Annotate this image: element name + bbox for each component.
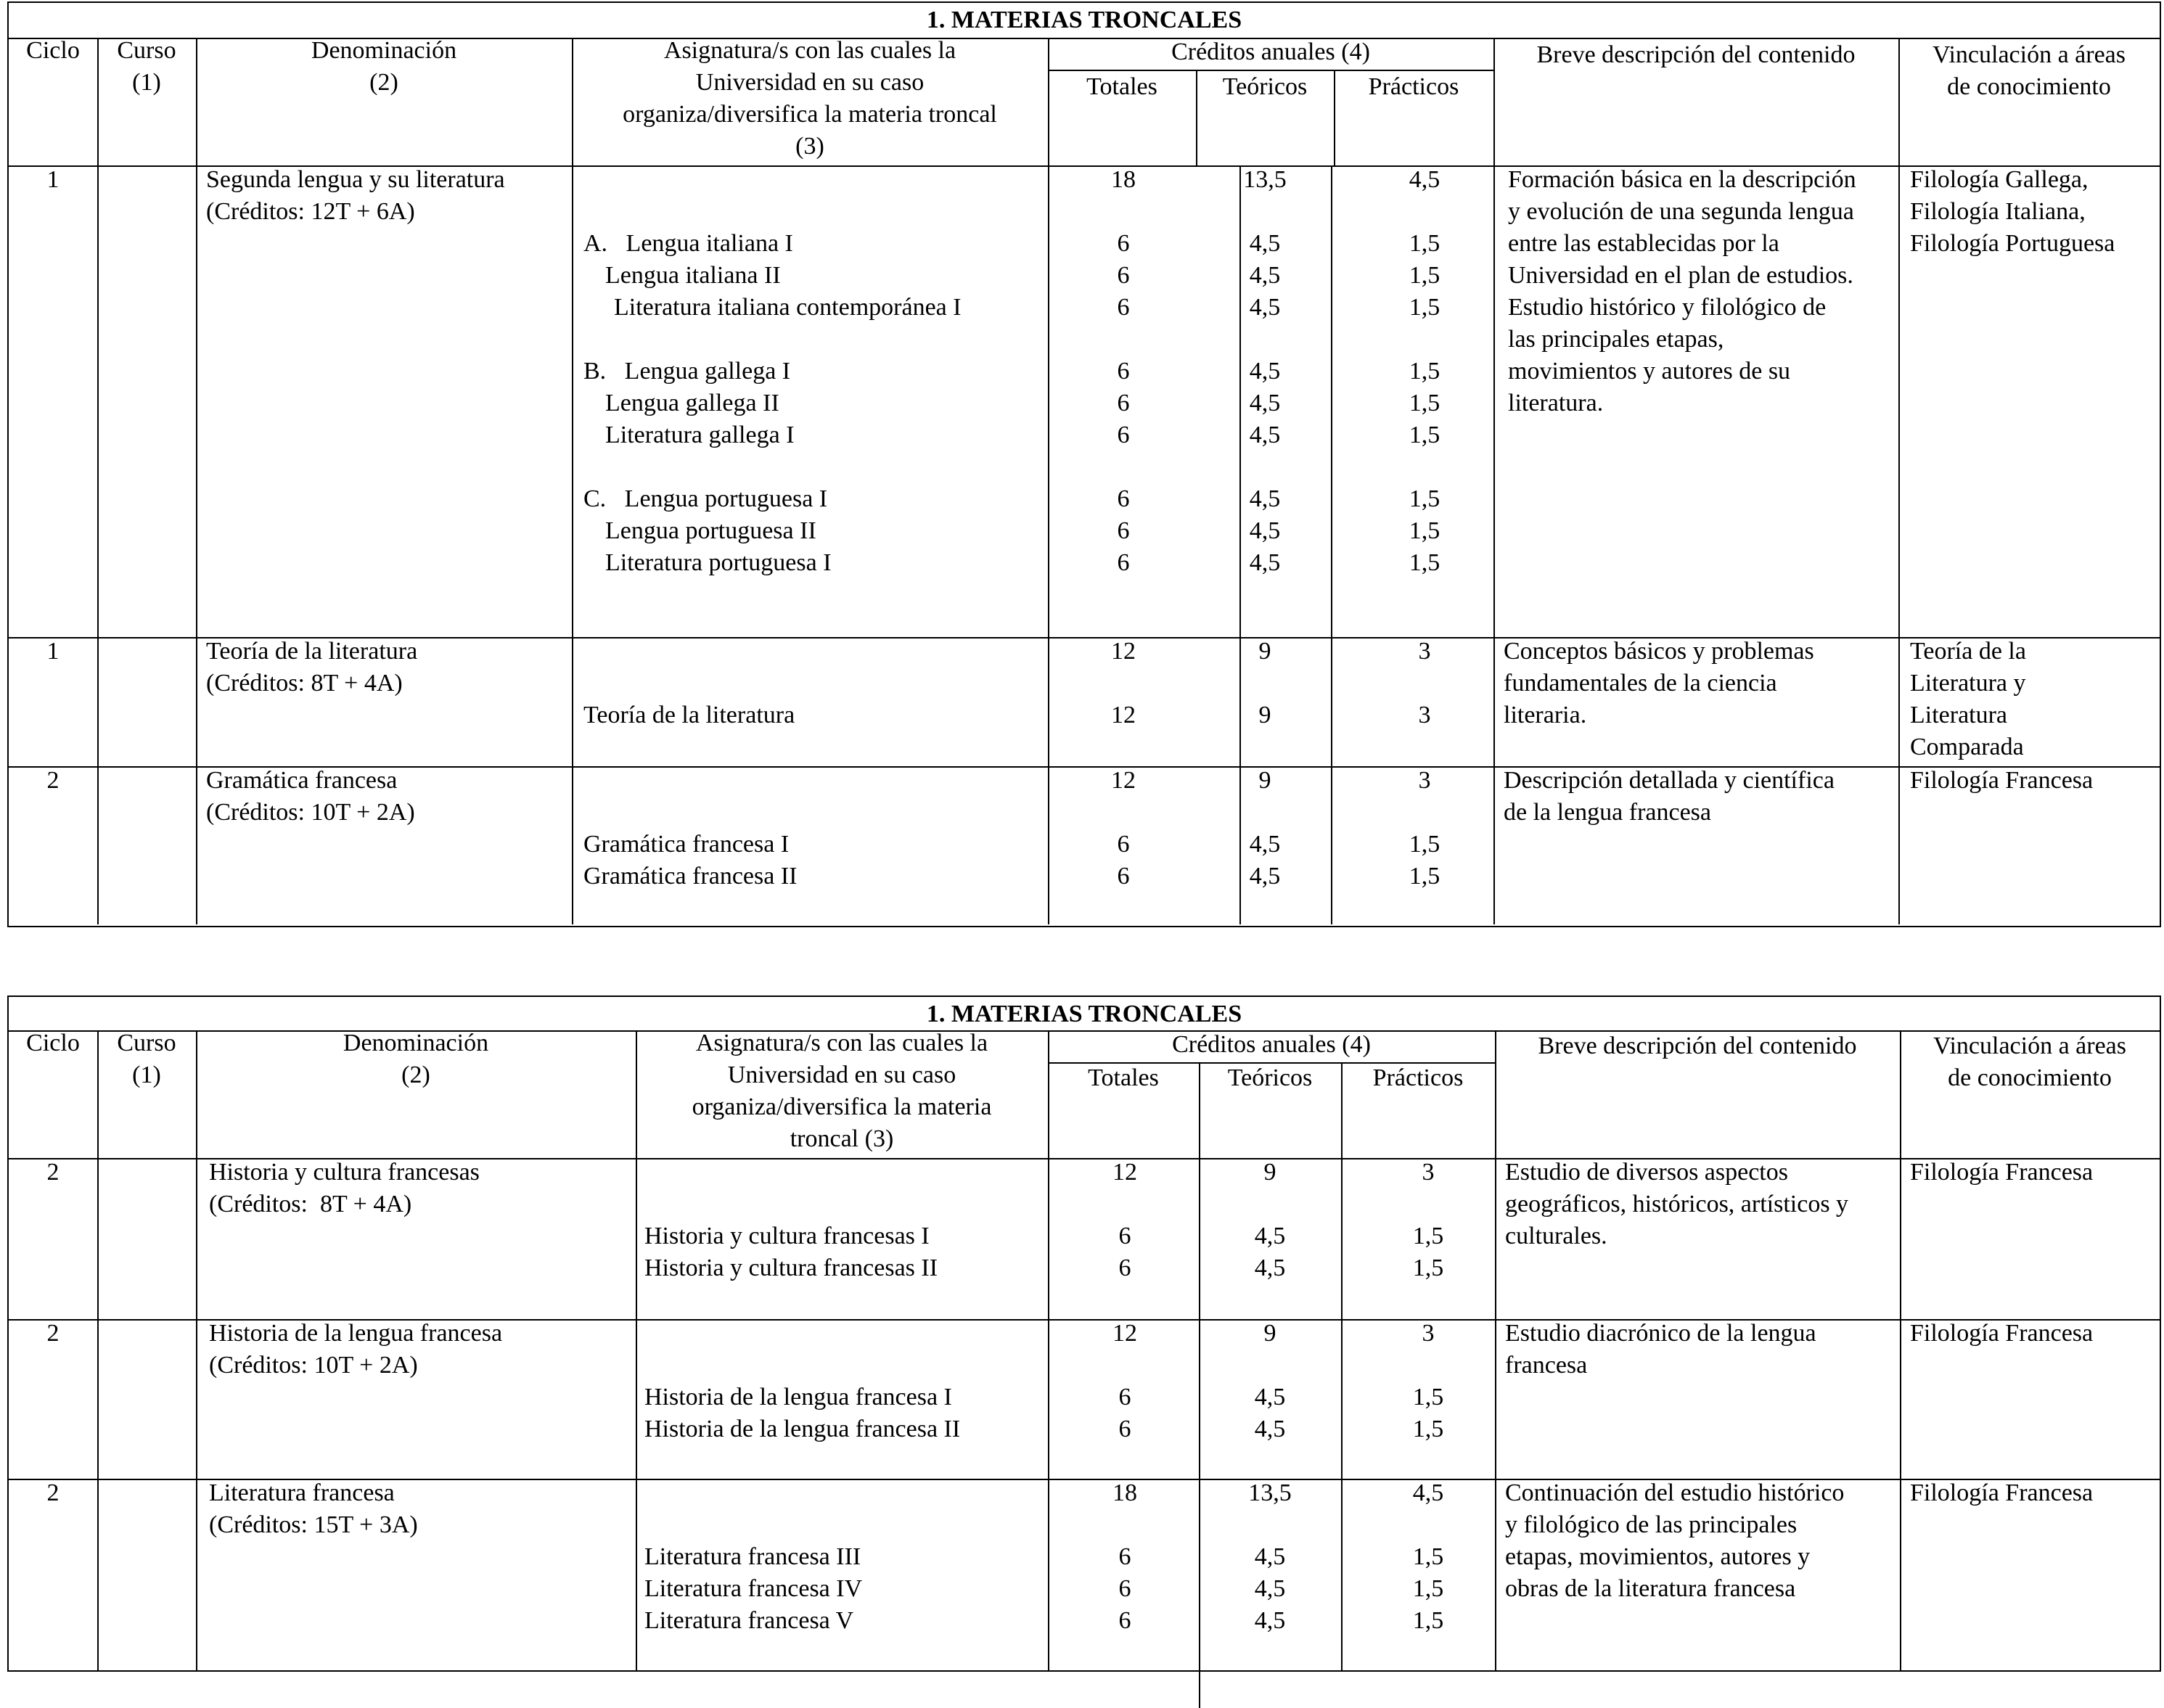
row-descripcion-l3: culturales. — [1505, 1223, 1607, 1249]
subject-name: Lengua portuguesa II — [605, 517, 816, 544]
header-curso: Curso — [117, 1030, 176, 1056]
row-totales: 12 — [1112, 1159, 1137, 1186]
subject-practicos: 1,5 — [1409, 831, 1440, 858]
subject-name: Historia y cultura francesas II — [644, 1255, 938, 1281]
header-denominacion-note: (2) — [401, 1062, 430, 1088]
row-ciclo: 1 — [46, 638, 60, 665]
row-descripcion-l1: Continuación del estudio histórico — [1505, 1479, 1845, 1506]
subject-name: Literatura francesa III — [644, 1543, 861, 1570]
header-asignatura-l3: organiza/diversifica la materia — [692, 1093, 992, 1120]
row-totales: 12 — [1112, 1320, 1137, 1347]
subject-totales: 6 — [1117, 230, 1130, 257]
row-totales: 18 — [1112, 1479, 1137, 1506]
subject-name: Literatura portuguesa I — [605, 549, 832, 576]
header-curso: Curso — [117, 37, 176, 64]
row-vinculacion-l3: Literatura — [1910, 702, 2008, 728]
subject-name: Historia y cultura francesas I — [644, 1223, 930, 1249]
subject-teoricos: 4,5 — [1249, 230, 1281, 257]
subject-practicos: 1,5 — [1409, 517, 1440, 544]
header-totales: Totales — [1086, 73, 1157, 100]
subject-name: C. Lengua portuguesa I — [583, 485, 828, 512]
header-vinculacion-l1: Vinculación a áreas — [1933, 1032, 2127, 1059]
row-vinculacion-l1: Filología Francesa — [1910, 767, 2094, 794]
header-asignatura-l2: Universidad en su caso — [727, 1062, 956, 1088]
header-asignatura-l2: Universidad en su caso — [695, 69, 925, 96]
subject-practicos: 1,5 — [1412, 1607, 1444, 1634]
subject-practicos: 1,5 — [1412, 1384, 1444, 1411]
row-descripcion-l4: Universidad en el plan de estudios. — [1508, 262, 1853, 289]
header-practicos: Prácticos — [1368, 73, 1459, 100]
header-practicos: Prácticos — [1372, 1064, 1464, 1091]
row-teoricos: 9 — [1263, 1159, 1276, 1186]
subject-totales: 6 — [1117, 422, 1130, 448]
subject-teoricos: 4,5 — [1254, 1255, 1286, 1281]
subject-teoricos: 4,5 — [1249, 517, 1281, 544]
subject-totales: 6 — [1117, 262, 1130, 289]
row-teoricos: 9 — [1258, 767, 1271, 794]
row-denominacion-l2: (Créditos: 8T + 4A) — [209, 1191, 412, 1218]
subject-practicos: 1,5 — [1412, 1543, 1444, 1570]
row-descripcion-l1: Formación básica en la descripción — [1508, 166, 1856, 193]
row-vinculacion-l1: Filología Francesa — [1910, 1479, 2094, 1506]
row-teoricos: 9 — [1258, 638, 1271, 665]
header-denominacion-note: (2) — [369, 69, 398, 96]
subject-practicos: 1,5 — [1409, 390, 1440, 416]
subject-teoricos: 4,5 — [1249, 390, 1281, 416]
row-practicos: 3 — [1422, 1320, 1435, 1347]
header-asignatura-l1: Asignatura/s con las cuales la — [695, 1030, 988, 1056]
subject-name: Lengua italiana II — [605, 262, 781, 289]
row-denominacion-l1: Gramática francesa — [206, 767, 398, 794]
subject-totales: 6 — [1117, 831, 1130, 858]
row-practicos: 4,5 — [1412, 1479, 1444, 1506]
subject-teoricos: 4,5 — [1249, 831, 1281, 858]
subject-name: Gramática francesa II — [583, 863, 798, 890]
row-vinculacion-l1: Teoría de la — [1910, 638, 2026, 665]
row-descripcion-l2: francesa — [1505, 1352, 1588, 1379]
header-vinculacion-l1: Vinculación a áreas — [1932, 41, 2126, 68]
header-ciclo: Ciclo — [26, 1030, 80, 1056]
subject-name: Historia de la lengua francesa II — [644, 1416, 961, 1442]
row-descripcion-l1: Estudio diacrónico de la lengua — [1505, 1320, 1816, 1347]
subject-practicos: 1,5 — [1409, 485, 1440, 512]
subject-name: A. Lengua italiana I — [583, 230, 793, 257]
subject-teoricos: 4,5 — [1249, 863, 1281, 890]
subject-name: Historia de la lengua francesa I — [644, 1384, 952, 1411]
row-descripcion-l8: literatura. — [1508, 390, 1604, 416]
row-practicos: 3 — [1418, 767, 1431, 794]
header-curso-note: (1) — [132, 1062, 161, 1088]
row-descripcion-l5: Estudio histórico y filológico de — [1508, 294, 1827, 321]
subject-totales: 6 — [1118, 1255, 1131, 1281]
row-denominacion-l2: (Créditos: 10T + 2A) — [206, 799, 415, 826]
header-creditos: Créditos anuales (4) — [1171, 38, 1370, 65]
row-denominacion-l1: Segunda lengua y su literatura — [206, 166, 505, 193]
subject-name: Literatura francesa V — [644, 1607, 854, 1634]
row-descripcion-l1: Estudio de diversos aspectos — [1505, 1159, 1788, 1186]
subject-name: Literatura gallega I — [605, 422, 795, 448]
row-descripcion-l2: fundamentales de la ciencia — [1504, 670, 1777, 697]
row-teoricos: 13,5 — [1248, 1479, 1292, 1506]
subject-teoricos: 9 — [1258, 702, 1271, 728]
row-descripcion-l2: y filológico de las principales — [1505, 1511, 1798, 1538]
subject-teoricos: 4,5 — [1249, 485, 1281, 512]
row-descripcion-l7: movimientos y autores de su — [1508, 358, 1791, 385]
row-vinculacion-l3: Filología Portuguesa — [1910, 230, 2115, 257]
subject-practicos: 1,5 — [1409, 262, 1440, 289]
subject-teoricos: 4,5 — [1254, 1384, 1286, 1411]
header-asignatura-l4: troncal (3) — [790, 1125, 894, 1152]
subject-name: Literatura italiana contemporánea I — [614, 294, 962, 321]
materias-troncales-table-1 — [7, 1, 2161, 927]
row-vinculacion-l1: Filología Gallega, — [1910, 166, 2089, 193]
row-totales: 18 — [1111, 166, 1136, 193]
row-teoricos: 13,5 — [1243, 166, 1287, 193]
subject-name: Teoría de la literatura — [583, 702, 795, 728]
subject-practicos: 1,5 — [1409, 549, 1440, 576]
subject-teoricos: 4,5 — [1249, 358, 1281, 385]
row-denominacion-l1: Teoría de la literatura — [206, 638, 418, 665]
row-practicos: 4,5 — [1409, 166, 1440, 193]
subject-totales: 6 — [1118, 1607, 1131, 1634]
subject-name: Gramática francesa I — [583, 831, 790, 858]
header-teoricos: Teóricos — [1222, 73, 1308, 100]
header-curso-note: (1) — [132, 69, 161, 96]
subject-teoricos: 4,5 — [1254, 1575, 1286, 1602]
row-ciclo: 2 — [46, 1320, 60, 1347]
header-creditos: Créditos anuales (4) — [1172, 1031, 1371, 1058]
row-descripcion-l2: de la lengua francesa — [1504, 799, 1711, 826]
row-denominacion-l2: (Créditos: 15T + 3A) — [209, 1511, 418, 1538]
subject-teoricos: 4,5 — [1249, 294, 1281, 321]
row-denominacion-l1: Historia de la lengua francesa — [209, 1320, 503, 1347]
row-practicos: 3 — [1422, 1159, 1435, 1186]
subject-totales: 6 — [1117, 517, 1130, 544]
header-asignatura-l3: organiza/diversifica la materia troncal — [623, 101, 997, 128]
header-teoricos: Teóricos — [1227, 1064, 1313, 1091]
row-totales: 12 — [1111, 638, 1136, 665]
subject-practicos: 1,5 — [1412, 1416, 1444, 1442]
row-denominacion-l2: (Créditos: 12T + 6A) — [206, 198, 415, 225]
subject-totales: 6 — [1118, 1543, 1131, 1570]
row-ciclo: 2 — [46, 767, 60, 794]
header-denominacion: Denominación — [311, 37, 457, 64]
header-vinculacion-l2: de conocimiento — [1948, 1064, 2112, 1091]
row-totales: 12 — [1111, 767, 1136, 794]
subject-teoricos: 4,5 — [1249, 262, 1281, 289]
row-denominacion-l1: Historia y cultura francesas — [209, 1159, 480, 1186]
subject-totales: 6 — [1118, 1223, 1131, 1249]
row-denominacion-l2: (Créditos: 8T + 4A) — [206, 670, 403, 697]
row-practicos: 3 — [1418, 638, 1431, 665]
subject-name: B. Lengua gallega I — [583, 358, 791, 385]
row-descripcion-l2: geográficos, históricos, artísticos y — [1505, 1191, 1849, 1218]
table-title: 1. MATERIAS TRONCALES — [926, 7, 1242, 33]
header-asignatura-l1: Asignatura/s con las cuales la — [663, 37, 956, 64]
subject-totales: 6 — [1117, 294, 1130, 321]
row-descripcion-l3: literaria. — [1504, 702, 1587, 728]
subject-practicos: 1,5 — [1412, 1223, 1444, 1249]
subject-totales: 6 — [1118, 1416, 1131, 1442]
header-asignatura-l4: (3) — [795, 133, 824, 160]
subject-totales: 6 — [1117, 485, 1130, 512]
row-vinculacion-l1: Filología Francesa — [1910, 1159, 2094, 1186]
subject-practicos: 1,5 — [1409, 230, 1440, 257]
row-vinculacion-l2: Filología Italiana, — [1910, 198, 2086, 225]
subject-teoricos: 4,5 — [1254, 1543, 1286, 1570]
subject-name: Literatura francesa IV — [644, 1575, 863, 1602]
row-descripcion-l1: Conceptos básicos y problemas — [1504, 638, 1814, 665]
row-denominacion-l2: (Créditos: 10T + 2A) — [209, 1352, 418, 1379]
row-descripcion-l6: las principales etapas, — [1508, 326, 1724, 353]
subject-teoricos: 4,5 — [1249, 549, 1281, 576]
subject-totales: 6 — [1117, 549, 1130, 576]
subject-totales: 6 — [1117, 358, 1130, 385]
row-vinculacion-l4: Comparada — [1910, 734, 2024, 760]
subject-practicos: 1,5 — [1409, 358, 1440, 385]
subject-totales: 6 — [1118, 1384, 1131, 1411]
subject-teoricos: 4,5 — [1249, 422, 1281, 448]
subject-practicos: 1,5 — [1412, 1255, 1444, 1281]
row-descripcion-l4: obras de la literatura francesa — [1505, 1575, 1796, 1602]
subject-name: Lengua gallega II — [605, 390, 779, 416]
row-ciclo: 1 — [46, 166, 60, 193]
subject-teoricos: 4,5 — [1254, 1223, 1286, 1249]
header-descripcion: Breve descripción del contenido — [1538, 1032, 1857, 1059]
subject-teoricos: 4,5 — [1254, 1607, 1286, 1634]
row-descripcion-l1: Descripción detallada y científica — [1504, 767, 1835, 794]
header-totales: Totales — [1088, 1064, 1159, 1091]
header-ciclo: Ciclo — [26, 37, 80, 64]
header-denominacion: Denominación — [343, 1030, 489, 1056]
row-descripcion-l3: etapas, movimientos, autores y — [1505, 1543, 1811, 1570]
materias-troncales-table-2 — [7, 995, 2161, 1672]
subject-totales: 6 — [1117, 390, 1130, 416]
header-descripcion: Breve descripción del contenido — [1536, 41, 1856, 68]
row-teoricos: 9 — [1263, 1320, 1276, 1347]
subject-teoricos: 4,5 — [1254, 1416, 1286, 1442]
row-descripcion-l3: entre las establecidas por la — [1508, 230, 1779, 257]
subject-totales: 12 — [1111, 702, 1136, 728]
header-vinculacion-l2: de conocimiento — [1947, 73, 2111, 100]
subject-practicos: 1,5 — [1412, 1575, 1444, 1602]
row-vinculacion-l1: Filología Francesa — [1910, 1320, 2094, 1347]
row-denominacion-l1: Literatura francesa — [209, 1479, 395, 1506]
row-descripcion-l2: y evolución de una segunda lengua — [1508, 198, 1854, 225]
row-vinculacion-l2: Literatura y — [1910, 670, 2026, 697]
subject-totales: 6 — [1117, 863, 1130, 890]
subject-practicos: 1,5 — [1409, 294, 1440, 321]
table-title: 1. MATERIAS TRONCALES — [926, 1001, 1242, 1027]
subject-practicos: 3 — [1418, 702, 1431, 728]
row-ciclo: 2 — [46, 1159, 60, 1186]
subject-practicos: 1,5 — [1409, 422, 1440, 448]
subject-practicos: 1,5 — [1409, 863, 1440, 890]
row-ciclo: 2 — [46, 1479, 60, 1506]
subject-totales: 6 — [1118, 1575, 1131, 1602]
